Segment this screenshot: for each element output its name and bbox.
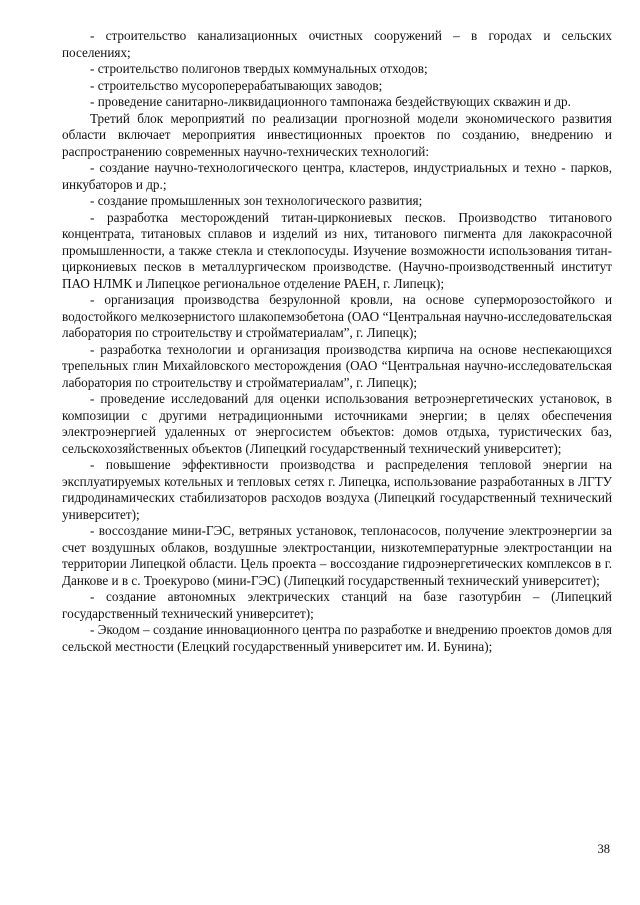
paragraph-titanium: - разработка месторождений титан-циркониевых песков. Производство титанового концентрата, титановых сплавов и изделий из них, титанового пигмента для лакокрасочной промышленности, а также стекла и стеклопосуды. Изучение возможности использования титан-циркониевых песков в металлургическом производстве. (Научно-производственный институт ПАО НЛМК и Липецкое региональное отделение РАЕН, г. Липецк); [62, 209, 612, 291]
paragraph-waste-plants: - строительство мусороперерабатывающих заводов; [90, 77, 383, 93]
paragraph-wind: - проведение исследований для оценки использования ветроэнергетических установок, в композиции с другими нетрадиционными источниками энергии; в целях обеспечения электроэнергией удаленных от энергосистем объектов: домов отдыха, туристических баз, сельскохозяйственных объектов (Липецкий государственный технический университет); [62, 391, 612, 456]
paragraph-tech-center: - создание научно-технологического центра, кластеров, индустриальных и техно - парков, инкубаторов и др.; [62, 160, 612, 192]
paragraph-heat: - повышение эффективности производства и распределения тепловой энергии на эксплуатируемых котельных и тепловых сетях г. Липецка, использование разработанных в ЛГТУ гидродинамических стабилизаторов расходов воздуха (Липецкий государственный технический университет); [62, 457, 612, 522]
paragraph-ecohouse: - Экодом – создание инновационного центра по разработке и внедрению проектов домов для сельской местности (Елецкий государственный университет им. И. Бунина); [62, 622, 612, 654]
paragraph-mini-hydro: - воссоздание мини-ГЭС, ветряных установок, теплонасосов, получение электроэнергии за счет воздушных облаков, воздушные электростанции, низкотемпературные электростанции на территории Липецкой области. Цель проекта – воссоздание гидроэнергетических комплексов в г. Данкове и в с. Троекурово (мини-ГЭС) (Липецкий государственный технический университет); [62, 523, 612, 588]
paragraph-brick: - разработка технологии и организация производства кирпича на основе неспекающихся трепельных глин Михайловского месторождения (ОАО “Центральная научно-исследовательская лаборатория по строительству и стройматериалам”, г. Липецк); [62, 341, 612, 390]
paragraph-landfills: - строительство полигонов твердых коммунальных отходов; [90, 61, 428, 76]
paragraph-industrial-zones: - создание промышленных зон технологического развития; [90, 193, 423, 208]
paragraph-roofing: - организация производства безрулонной кровли, на основе суперморозостойкого и водостойкого мелкозернистого шлакопемзобетона (ОАО “Центральная научно-исследовательская лаборатория по строительству и стройматериалам”, г. Липецк); [62, 292, 612, 340]
paragraph-third-block: Третий блок мероприятий по реализации прогнозной модели экономического развития области включает мероприятия инвестиционных проектов по созданию, внедрению и распространению современных научно-технических технологий: [62, 110, 612, 159]
paragraph-tamponage: - проведение санитарно-ликвидационного тампонажа бездействующих скважин и др. [90, 94, 571, 109]
paragraph-gas-turbine: - создание автономных электрических станций на базе газотурбин – (Липецкий государственный технический университет); [62, 589, 612, 621]
page-number: 38 [597, 842, 610, 856]
document-body [62, 28, 612, 655]
paragraph-sewage: - строительство канализационных очистных сооружений – в городах и сельских поселениях; [62, 28, 612, 60]
